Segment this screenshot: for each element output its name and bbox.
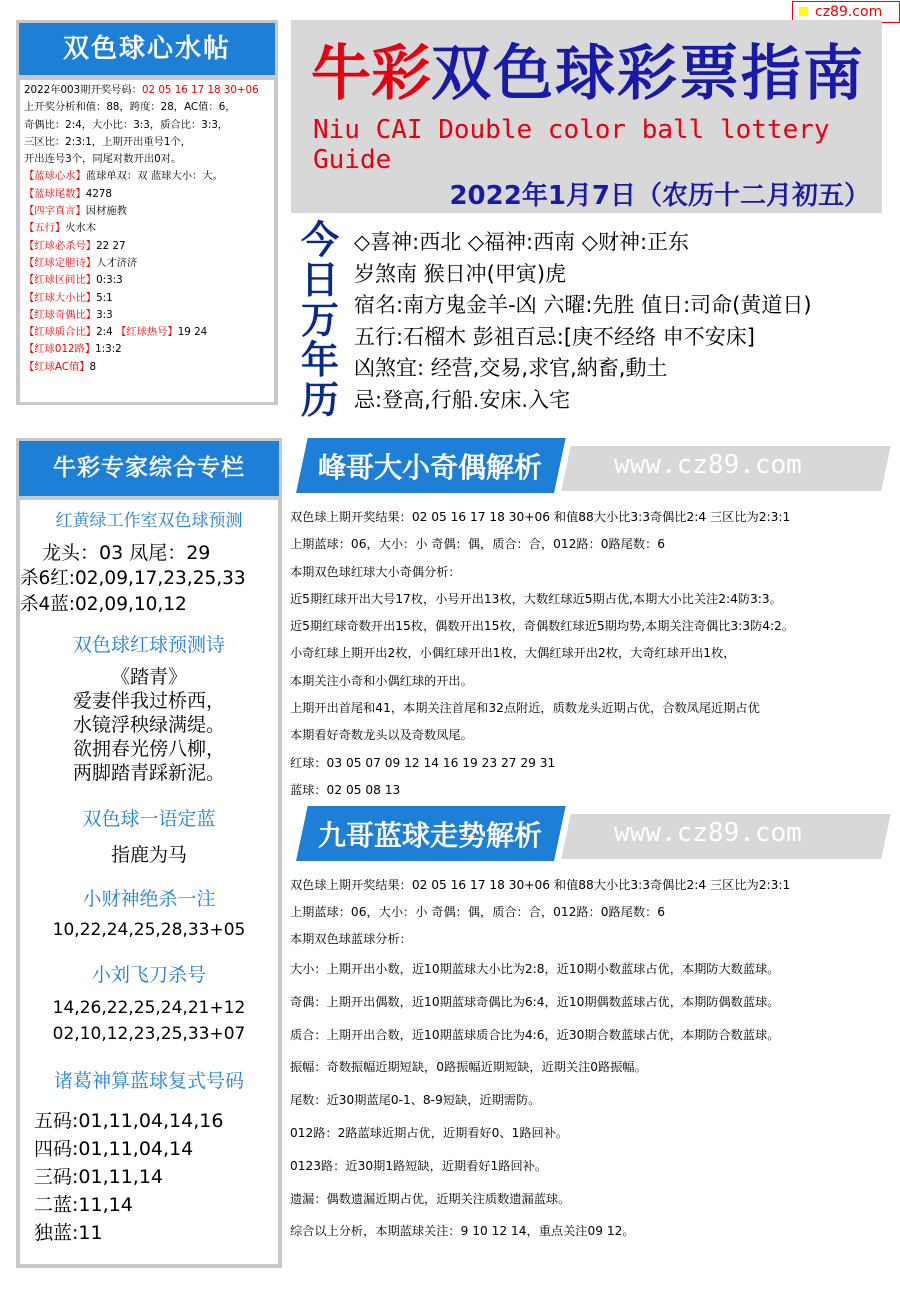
expert-panel-title: 牛彩专家综合专栏 (19, 441, 279, 496)
section-banner-2 (296, 806, 886, 861)
kill-one: 10,22,24,25,28,33+05 (52, 920, 246, 940)
section-banner-1 (296, 438, 886, 493)
section-1-text (290, 504, 794, 804)
zhuge-line: 五码:01,11,04,14,16 (34, 1110, 224, 1132)
zhuge-title: 诸葛神算蓝球复式号码 (53, 1070, 244, 1092)
almanac-char: 万 (300, 298, 339, 342)
text-line: 上期开出首尾和41，本期关注首尾和32点附近，质数龙头近期占优，合数凤尾近期占优 (290, 701, 760, 716)
kill-one-title: 小财神绝杀一注 (82, 888, 216, 910)
text-line: 尾数：近30期蓝尾0-1、8-9短缺，近期需防。 (290, 1093, 541, 1108)
poem-line: 爱妻伴我过桥西， (72, 690, 225, 712)
tips-line-5: 【蓝球心水】蓝球单双：双 蓝球大小：大。 (24, 170, 223, 183)
poem-line: 欲拥春光傍八柳， (72, 738, 225, 760)
almanac-char: 日 (300, 258, 339, 302)
text-line: 奇偶：上期开出偶数，近10期蓝球奇偶比为6:4，近10期偶数蓝球占优，本期防偶数蓝球。 (290, 994, 780, 1009)
tips-line-1: 上开奖分析和值：88，跨度：28，AC值：6， (24, 101, 236, 114)
square-icon (799, 7, 808, 16)
text-line: 上期蓝球：06，大小：小 奇偶：偶，质合：合，012路：0路尾数：6 (290, 537, 666, 552)
expert-panel-body (20, 500, 278, 1264)
expert-panel (16, 438, 282, 1268)
blue-phrase-title: 双色球一语定蓝 (82, 808, 216, 830)
text-line: 本期双色球蓝球分析： (290, 932, 412, 946)
almanac-line: 五行:石榴木 彭祖百忌:[庚不经络 申不安床] (354, 324, 755, 349)
tips-line-13: 【红球奇偶比】3:3 (24, 308, 113, 321)
text-line: 质合：上期开出合数，近10期蓝球质合比为4:6，近30期合数蓝球占优，本期防合数蓝球。 (290, 1027, 780, 1042)
text-line: 0123路：近30期1路短缺，近期看好1路回补。 (290, 1158, 548, 1173)
text-line: 振幅：奇数振幅近期短缺，0路振幅近期短缺，近期关注0路振幅。 (290, 1060, 647, 1075)
tips-line-4: 开出连号3个，同尾对数开出0对。 (24, 153, 182, 166)
text-line: 近5期红球奇数开出15枚，偶数开出15枚，奇偶数红球近5期均势,本期关注奇偶比3:3防4:2。 (290, 619, 795, 634)
english-title: Niu CAI Double color ball lottery Guide (313, 115, 830, 175)
almanac-title (290, 220, 350, 420)
tips-line-6: 【蓝球尾数】4278 (24, 187, 112, 200)
brand-title: 牛彩 (311, 39, 431, 109)
zhuge-line: 三码:01,11,14 (34, 1166, 164, 1188)
tips-panel-title: 双色球心水帖 (19, 23, 275, 75)
tips-panel-body (20, 80, 274, 402)
tips-line-3: 三区比：2:3:1，上期开出重号1个， (24, 135, 192, 148)
section-2-text (290, 872, 790, 1248)
knife-title: 小刘飞刀杀号 (91, 964, 206, 986)
studio-title: 红黄绿工作室双色球预测 (55, 511, 243, 531)
almanac-line: 凶煞宜: 经营,交易,求官,納畜,動土 (354, 356, 668, 380)
text-line: 012路：2路蓝球近期占优，近期看好0、1路回补。 (290, 1125, 569, 1140)
zhuge-line: 独蓝:11 (34, 1222, 103, 1244)
poem-name: 《踏青》 (110, 666, 187, 688)
site-badge-text: cz89.com (815, 4, 883, 20)
almanac-body (354, 227, 812, 416)
almanac-line: 忌:登高,行船.安床.入宅 (354, 387, 571, 412)
tips-line-8: 【五行】火水木 (24, 222, 97, 235)
kill-blue: 杀4蓝:02,09,10,12 (20, 594, 187, 615)
text-line: 本期双色球红球大小奇偶分析： (290, 564, 461, 579)
tips-line-16: 【红球AC值】8 (24, 360, 97, 373)
poem-title: 双色球红球预测诗 (72, 634, 225, 656)
kill-red: 杀6红:02,09,17,23,25,33 (20, 568, 246, 589)
tips-line-0: 2022年003期开奖号码：02 05 16 17 18 30+06 (24, 84, 259, 96)
almanac-char: 历 (300, 378, 339, 422)
almanac-char: 年 (300, 338, 339, 382)
section-2-title: 九哥蓝球走势解析 (318, 819, 543, 852)
zhuge-line: 四码:01,11,04,14 (34, 1138, 194, 1160)
text-line: 大小：上期开出小数，近10期蓝球大小比为2:8，近10期小数蓝球占优，本期防大数蓝球。 (290, 962, 780, 976)
text-line: 本期关注小奇和小偶红球的开出。 (290, 673, 473, 688)
almanac-line: ◇喜神:西北 ◇福神:西南 ◇财神:正东 (354, 230, 690, 254)
tips-line-9: 【红球必杀号】22 27 (24, 239, 126, 252)
tips-line-12: 【红球大小比】5:1 (24, 291, 113, 304)
guide-title: 双色球彩票指南 (431, 39, 865, 109)
section-1-title: 峰哥大小奇偶解析 (318, 451, 543, 484)
section-2-url[interactable]: www.cz89.com (614, 818, 802, 848)
almanac-line: 岁煞南 猴日冲(甲寅)虎 (354, 261, 567, 286)
tips-line-2: 奇偶比：2:4，大小比：3:3，质合比：3:3， (24, 118, 229, 131)
guide-header (291, 20, 882, 213)
text-line: 近5期红球开出大号17枚，小号开出13枚，大数红球近5期占优,本期大小比关注2:4防3:3。 (290, 591, 782, 606)
poem-line: 两脚踏青踩新泥。 (72, 762, 225, 784)
text-line: 小奇红球上期开出2枚，小偶红球开出1枚，大偶红球开出2枚，大奇红球开出1枚， (290, 646, 736, 661)
blue-phrase: 指鹿为马 (110, 844, 187, 866)
almanac-char: 今 (300, 218, 339, 262)
text-line: 综合以上分析，本期蓝球关注：9 10 12 14，重点关注09 12。 (290, 1224, 635, 1239)
head-tail: 龙头：03 凤尾：29 (42, 542, 211, 564)
text-line: 遗漏：偶数遗漏近期占优，近期关注质数遗漏蓝球。 (290, 1191, 571, 1206)
tips-line-7: 【四字真言】因材施教 (24, 205, 127, 218)
tips-panel (16, 20, 278, 405)
almanac-line: 宿名:南方鬼金羊-凶 六曜:先胜 值日:司命(黄道日) (354, 293, 812, 317)
text-line: 红球：03 05 07 09 12 14 16 19 23 27 29 31 (290, 755, 556, 770)
tips-line-11: 【红球区间比】0:3:3 (24, 274, 123, 287)
text-line: 本期看好奇数龙头以及奇数凤尾。 (290, 728, 473, 743)
text-line: 双色球上期开奖结果：02 05 16 17 18 30+06 和值88大小比3:3奇偶比2:4 三区比为2:3:1 (290, 510, 791, 524)
tips-line-15: 【红球012路】1:3:2 (24, 343, 122, 356)
section-1-url[interactable]: www.cz89.com (614, 450, 802, 480)
tips-line-10: 【红球定胆诗】人才济济 (24, 256, 138, 269)
text-line: 蓝球：02 05 08 13 (290, 782, 401, 797)
issue-date: 2022年1月7日（农历十二月初五） (449, 181, 870, 211)
text-line: 双色球上期开奖结果：02 05 16 17 18 30+06 和值88大小比3:3奇偶比2:4 三区比为2:3:1 (290, 878, 791, 892)
tips-line-14: 【红球质合比】2:4 【红球热号】19 24 (24, 326, 208, 339)
zhuge-line: 二蓝:11,14 (34, 1194, 133, 1216)
poem-line: 水镜浮秧绿满缇。 (72, 714, 225, 736)
knife-line: 02,10,12,23,25,33+07 (52, 1024, 246, 1044)
text-line: 上期蓝球：06，大小：小 奇偶：偶，质合：合，012路：0路尾数：6 (290, 905, 666, 919)
knife-line: 14,26,22,25,24,21+12 (52, 998, 246, 1018)
